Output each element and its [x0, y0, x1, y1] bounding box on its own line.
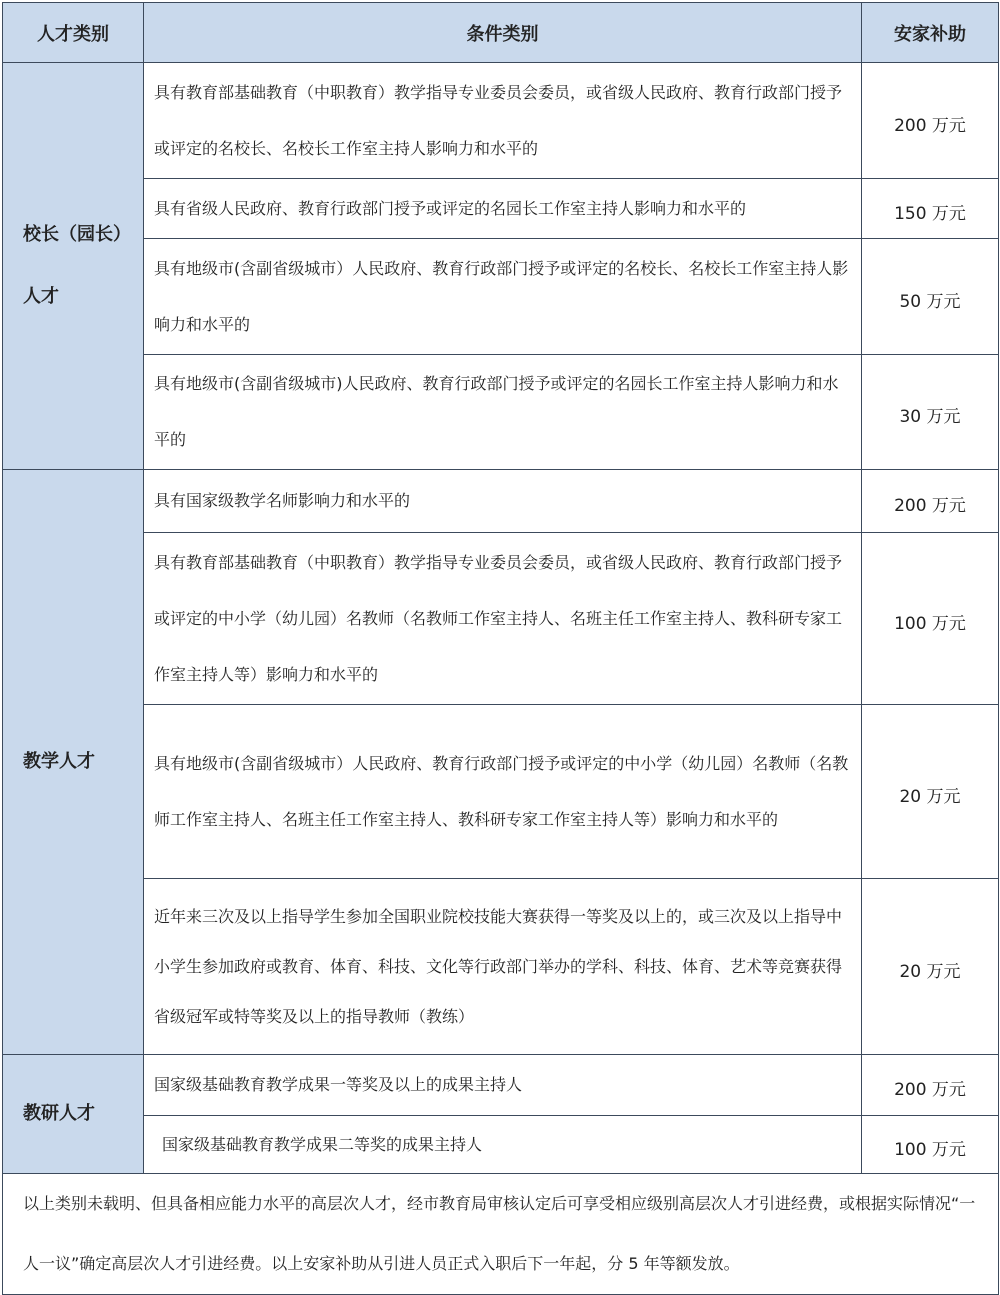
table-row [3, 533, 999, 705]
condition-cell: 具有国家级教学名师影响力和水平的 [144, 470, 862, 533]
subsidy-cell: 100 万元 [862, 533, 999, 705]
table-row [3, 63, 999, 179]
subsidy-cell: 20 万元 [862, 705, 999, 879]
condition-cell: 具有地级市(含副省级城市）人民政府、教育行政部门授予或评定的中小学（幼儿园）名教师（名教师工作室主持人、名班主任工作室主持人、教科研专家工作室主持人等）影响力和水平的 [144, 705, 862, 879]
subsidy-cell: 200 万元 [862, 1055, 999, 1116]
table-header-row [3, 3, 999, 63]
header-category: 人才类别 [3, 3, 144, 63]
condition-cell: 具有教育部基础教育（中职教育）教学指导专业委员会委员，或省级人民政府、教育行政部门授予或评定的中小学（幼儿园）名教师（名教师工作室主持人、名班主任工作室主持人、教科研专家工作室主持人等）影响力和水平的 [144, 533, 862, 705]
header-subsidy: 安家补助 [862, 3, 999, 63]
condition-cell: 国家级基础教育教学成果二等奖的成果主持人 [144, 1116, 862, 1174]
table-row [3, 1116, 999, 1174]
talent-subsidy-table [2, 2, 999, 1295]
table-row [3, 239, 999, 355]
condition-cell: 具有省级人民政府、教育行政部门授予或评定的名园长工作室主持人影响力和水平的 [144, 179, 862, 239]
subsidy-cell: 200 万元 [862, 63, 999, 179]
table-row [3, 705, 999, 879]
subsidy-cell: 150 万元 [862, 179, 999, 239]
table-row [3, 1055, 999, 1116]
condition-cell: 具有地级市(含副省级城市)人民政府、教育行政部门授予或评定的名园长工作室主持人影响力和水平的 [144, 355, 862, 470]
footer-note: 以上类别未载明、但具备相应能力水平的高层次人才，经市教育局审核认定后可享受相应级别高层次人才引进经费，或根据实际情况“一人一议”确定高层次人才引进经费。以上安家补助从引进人员正式入职后下一年起，分 5 年等额发放。 [3, 1174, 999, 1295]
subsidy-cell: 30 万元 [862, 355, 999, 470]
category-research: 教研人才 [3, 1055, 144, 1174]
category-principal: 校长（园长）人才 [3, 63, 144, 470]
subsidy-cell: 200 万元 [862, 470, 999, 533]
note-row [3, 1174, 999, 1295]
condition-cell: 具有地级市(含副省级城市）人民政府、教育行政部门授予或评定的名校长、名校长工作室主持人影响力和水平的 [144, 239, 862, 355]
subsidy-cell: 100 万元 [862, 1116, 999, 1174]
category-teaching: 教学人才 [3, 470, 144, 1055]
condition-cell: 国家级基础教育教学成果一等奖及以上的成果主持人 [144, 1055, 862, 1116]
condition-cell: 具有教育部基础教育（中职教育）教学指导专业委员会委员，或省级人民政府、教育行政部门授予或评定的名校长、名校长工作室主持人影响力和水平的 [144, 63, 862, 179]
subsidy-cell: 50 万元 [862, 239, 999, 355]
subsidy-cell: 20 万元 [862, 879, 999, 1055]
condition-cell: 近年来三次及以上指导学生参加全国职业院校技能大赛获得一等奖及以上的，或三次及以上指导中小学生参加政府或教育、体育、科技、文化等行政部门举办的学科、科技、体育、艺术等竞赛获得省级冠军或特等奖及以上的指导教师（教练） [144, 879, 862, 1055]
table-row [3, 879, 999, 1055]
table-row [3, 179, 999, 239]
header-condition: 条件类别 [144, 3, 862, 63]
table-row [3, 355, 999, 470]
table-row [3, 470, 999, 533]
